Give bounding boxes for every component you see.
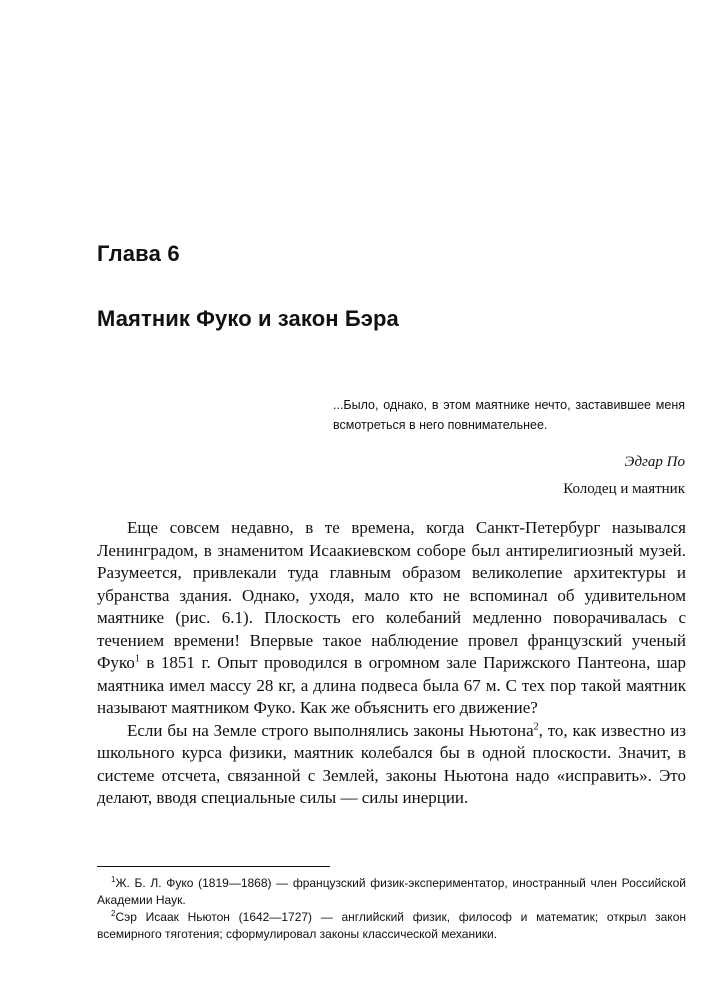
paragraph-1-part-a: Еще совсем недавно, в те времена, когда Санкт-Петербург назывался Ленинградом, в знаменитом Исаакиевском соборе был антирелигиозный музей. Разумеется, привлекали туда главным образом великолепие архитектуры и убранства здания. Однако, уходя, мало кто не вспоминал об удивительном маятнике (рис. 6.1). Плоскость его колебаний медленно поворачивалась с течением времени! Впервые такое наблюдение провел французский ученый Фуко (97, 518, 686, 672)
footnote-2 (97, 909, 686, 943)
epigraph-text: ...Было, однако, в этом маятнике нечто, заставившее меня всмотреться в него повнимательнее. (333, 398, 685, 432)
epigraph-source: Колодец и маятник (563, 481, 685, 497)
footnote-mark-2: 2 (111, 909, 116, 918)
footnote-ref-1: 1 (134, 653, 140, 665)
footnote-mark-1: 1 (111, 875, 116, 884)
footnote-text-2: Сэр Исаак Ньютон (1642—1727) — английский физик, философ и математик; открыл закон всемирного тяготения; сформулировал законы классической механики. (97, 910, 686, 941)
body-text (97, 517, 686, 810)
footnote-1 (97, 875, 686, 909)
chapter-label: Глава 6 (97, 241, 180, 266)
paragraph-2-part-b: , то, как известно из школьного курса физики, маятник колебался бы в одной плоскости. Значит, в системе отсчета, связанной с Землей, законы Ньютона надо «исправить». Это делают, вводя специальные силы — силы инерции. (97, 720, 687, 807)
paragraph-1-part-b: в 1851 г. Опыт проводился в огромном зале Парижского Пантеона, шар маятника имел массу 28 кг, а длина подвеса была 67 м. С тех пор такой маятник называют маятником Фуко. Как же объяснить его движение? (97, 653, 686, 717)
paragraph-2-part-a: Если бы на Земле строго выполнялись законы Ньютона (127, 720, 534, 740)
footnote-ref-2: 2 (533, 720, 539, 732)
paragraph-2 (97, 720, 686, 810)
footnotes (97, 875, 686, 943)
footnote-divider (97, 866, 330, 867)
chapter-title: Маятник Фуко и закон Бэра (97, 306, 399, 331)
paragraph-1 (97, 517, 686, 720)
epigraph-author: Эдгар По (624, 454, 685, 470)
footnote-text-1: Ж. Б. Л. Фуко (1819—1868) — французский физик-экспериментатор, иностранный член Российской Академии Наук. (97, 876, 686, 907)
